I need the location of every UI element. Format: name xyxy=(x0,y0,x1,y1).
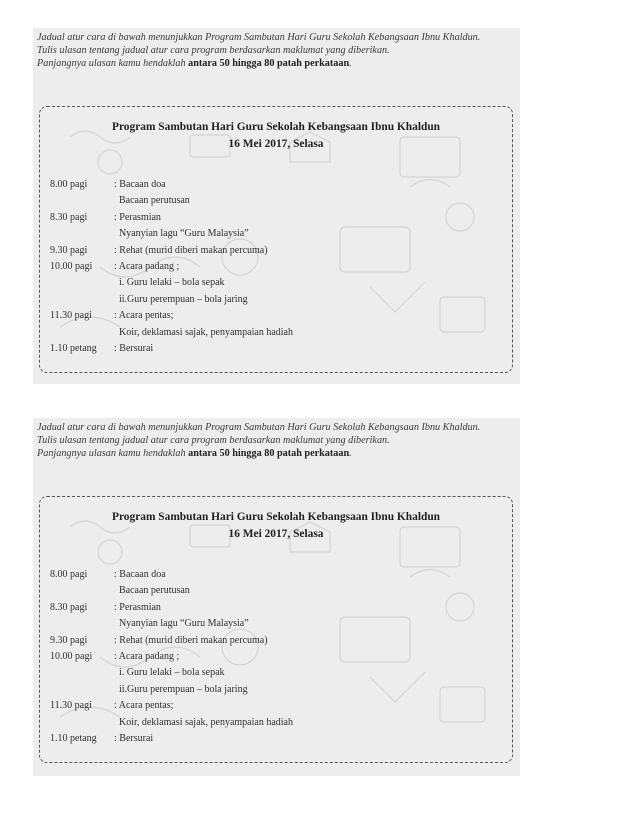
schedule-activities xyxy=(114,731,153,747)
instruction-line-2: Tulis ulasan tentang jadual atur cara program berdasarkan maklumat yang diberikan. xyxy=(37,45,390,56)
schedule-time: 11.30 pagi xyxy=(50,310,92,322)
schedule-list xyxy=(50,177,500,357)
schedule-time: 9.30 pagi xyxy=(50,634,88,646)
instruction-line-1: Jadual atur cara di bawah menunjukkan Program Sambutan Hari Guru Sekolah Kebangsaan Ibnu Khaldun. xyxy=(37,422,481,433)
schedule-row xyxy=(50,308,500,341)
schedule-time: 1.10 petang xyxy=(50,343,97,355)
program-heading xyxy=(40,509,512,543)
schedule-activity: ii.Guru perempuan – bola jaring xyxy=(114,683,248,695)
schedule-activity: Bacaan perutusan xyxy=(114,585,190,597)
schedule-activity: : Acara padang ; xyxy=(114,651,180,663)
program-title: Program Sambutan Hari Guru Sekolah Kebangsaan Ibnu Khaldun xyxy=(112,121,440,133)
schedule-activity: Koir, deklamasi sajak, penyampaian hadiah xyxy=(114,326,293,338)
schedule-activity: : Rehat (murid diberi makan percuma) xyxy=(114,244,268,256)
program-title: Program Sambutan Hari Guru Sekolah Kebangsaan Ibnu Khaldun xyxy=(112,511,440,523)
schedule-row xyxy=(50,731,500,747)
program-schedule-box xyxy=(39,496,513,763)
instruction-line-1: Jadual atur cara di bawah menunjukkan Program Sambutan Hari Guru Sekolah Kebangsaan Ibnu Khaldun. xyxy=(37,32,481,43)
schedule-activity: : Acara pentas; xyxy=(114,310,174,322)
schedule-activity: : Acara padang ; xyxy=(114,261,180,273)
word-count-requirement: antara 50 hingga 80 patah perkataan xyxy=(188,58,350,69)
schedule-row xyxy=(50,210,500,243)
task-instructions xyxy=(37,421,519,460)
schedule-activity: Nyanyian lagu “Guru Malaysia” xyxy=(114,228,249,240)
schedule-activity: i. Guru lelaki – bola sepak xyxy=(114,277,225,289)
program-heading xyxy=(40,119,512,153)
instruction-prefix: Panjangnya ulasan kamu hendaklah xyxy=(37,58,189,69)
schedule-activity: : Acara pentas; xyxy=(114,700,174,712)
schedule-row xyxy=(50,243,500,259)
schedule-activities xyxy=(114,649,248,698)
schedule-time: 1.10 petang xyxy=(50,733,97,745)
schedule-row xyxy=(50,341,500,357)
instruction-suffix: . xyxy=(349,58,352,69)
instruction-line-3 xyxy=(37,447,519,460)
schedule-row xyxy=(50,177,500,210)
schedule-list xyxy=(50,567,500,747)
schedule-time: 8.30 pagi xyxy=(50,601,88,613)
schedule-activity: : Perasmian xyxy=(114,601,161,613)
schedule-activity: Bacaan perutusan xyxy=(114,195,190,207)
schedule-row xyxy=(50,567,500,600)
schedule-activity: : Bacaan doa xyxy=(114,179,166,190)
instruction-line-3 xyxy=(37,57,519,70)
schedule-activities xyxy=(114,259,248,308)
schedule-activity: Koir, deklamasi sajak, penyampaian hadiah xyxy=(114,716,293,728)
schedule-activity: : Bersurai xyxy=(114,343,154,355)
schedule-activities xyxy=(114,600,249,633)
schedule-activities xyxy=(114,341,153,357)
schedule-activity: : Rehat (murid diberi makan percuma) xyxy=(114,634,268,646)
program-date: 16 Mei 2017, Selasa xyxy=(228,138,324,150)
schedule-activities xyxy=(114,177,190,210)
schedule-time: 10.00 pagi xyxy=(50,651,93,663)
schedule-activity: : Perasmian xyxy=(114,211,161,223)
scanned-sheet-top xyxy=(33,28,520,384)
schedule-activities xyxy=(114,567,190,600)
schedule-time: 9.30 pagi xyxy=(50,244,88,256)
schedule-row xyxy=(50,259,500,308)
schedule-row xyxy=(50,649,500,698)
schedule-time: 11.30 pagi xyxy=(50,700,92,712)
schedule-activities xyxy=(114,210,249,243)
schedule-activities xyxy=(114,308,293,341)
scanned-sheet-bottom xyxy=(33,418,520,776)
instruction-prefix: Panjangnya ulasan kamu hendaklah xyxy=(37,448,189,459)
program-schedule-box xyxy=(39,106,513,373)
schedule-time: 8.00 pagi xyxy=(50,569,88,580)
schedule-time: 8.30 pagi xyxy=(50,211,88,223)
schedule-row xyxy=(50,698,500,731)
word-count-requirement: antara 50 hingga 80 patah perkataan xyxy=(188,448,350,459)
schedule-activity: Nyanyian lagu “Guru Malaysia” xyxy=(114,618,249,630)
schedule-activities xyxy=(114,243,268,259)
schedule-activity: : Bacaan doa xyxy=(114,569,166,580)
schedule-activities xyxy=(114,633,268,649)
schedule-time: 10.00 pagi xyxy=(50,261,93,273)
schedule-row xyxy=(50,600,500,633)
task-instructions xyxy=(37,31,519,70)
instruction-line-2: Tulis ulasan tentang jadual atur cara program berdasarkan maklumat yang diberikan. xyxy=(37,435,390,446)
program-date: 16 Mei 2017, Selasa xyxy=(228,528,324,540)
schedule-activity: ii.Guru perempuan – bola jaring xyxy=(114,293,248,305)
instruction-suffix: . xyxy=(349,448,352,459)
schedule-activity: : Bersurai xyxy=(114,733,154,745)
schedule-activity: i. Guru lelaki – bola sepak xyxy=(114,667,225,679)
schedule-time: 8.00 pagi xyxy=(50,179,88,190)
schedule-row xyxy=(50,633,500,649)
schedule-activities xyxy=(114,698,293,731)
